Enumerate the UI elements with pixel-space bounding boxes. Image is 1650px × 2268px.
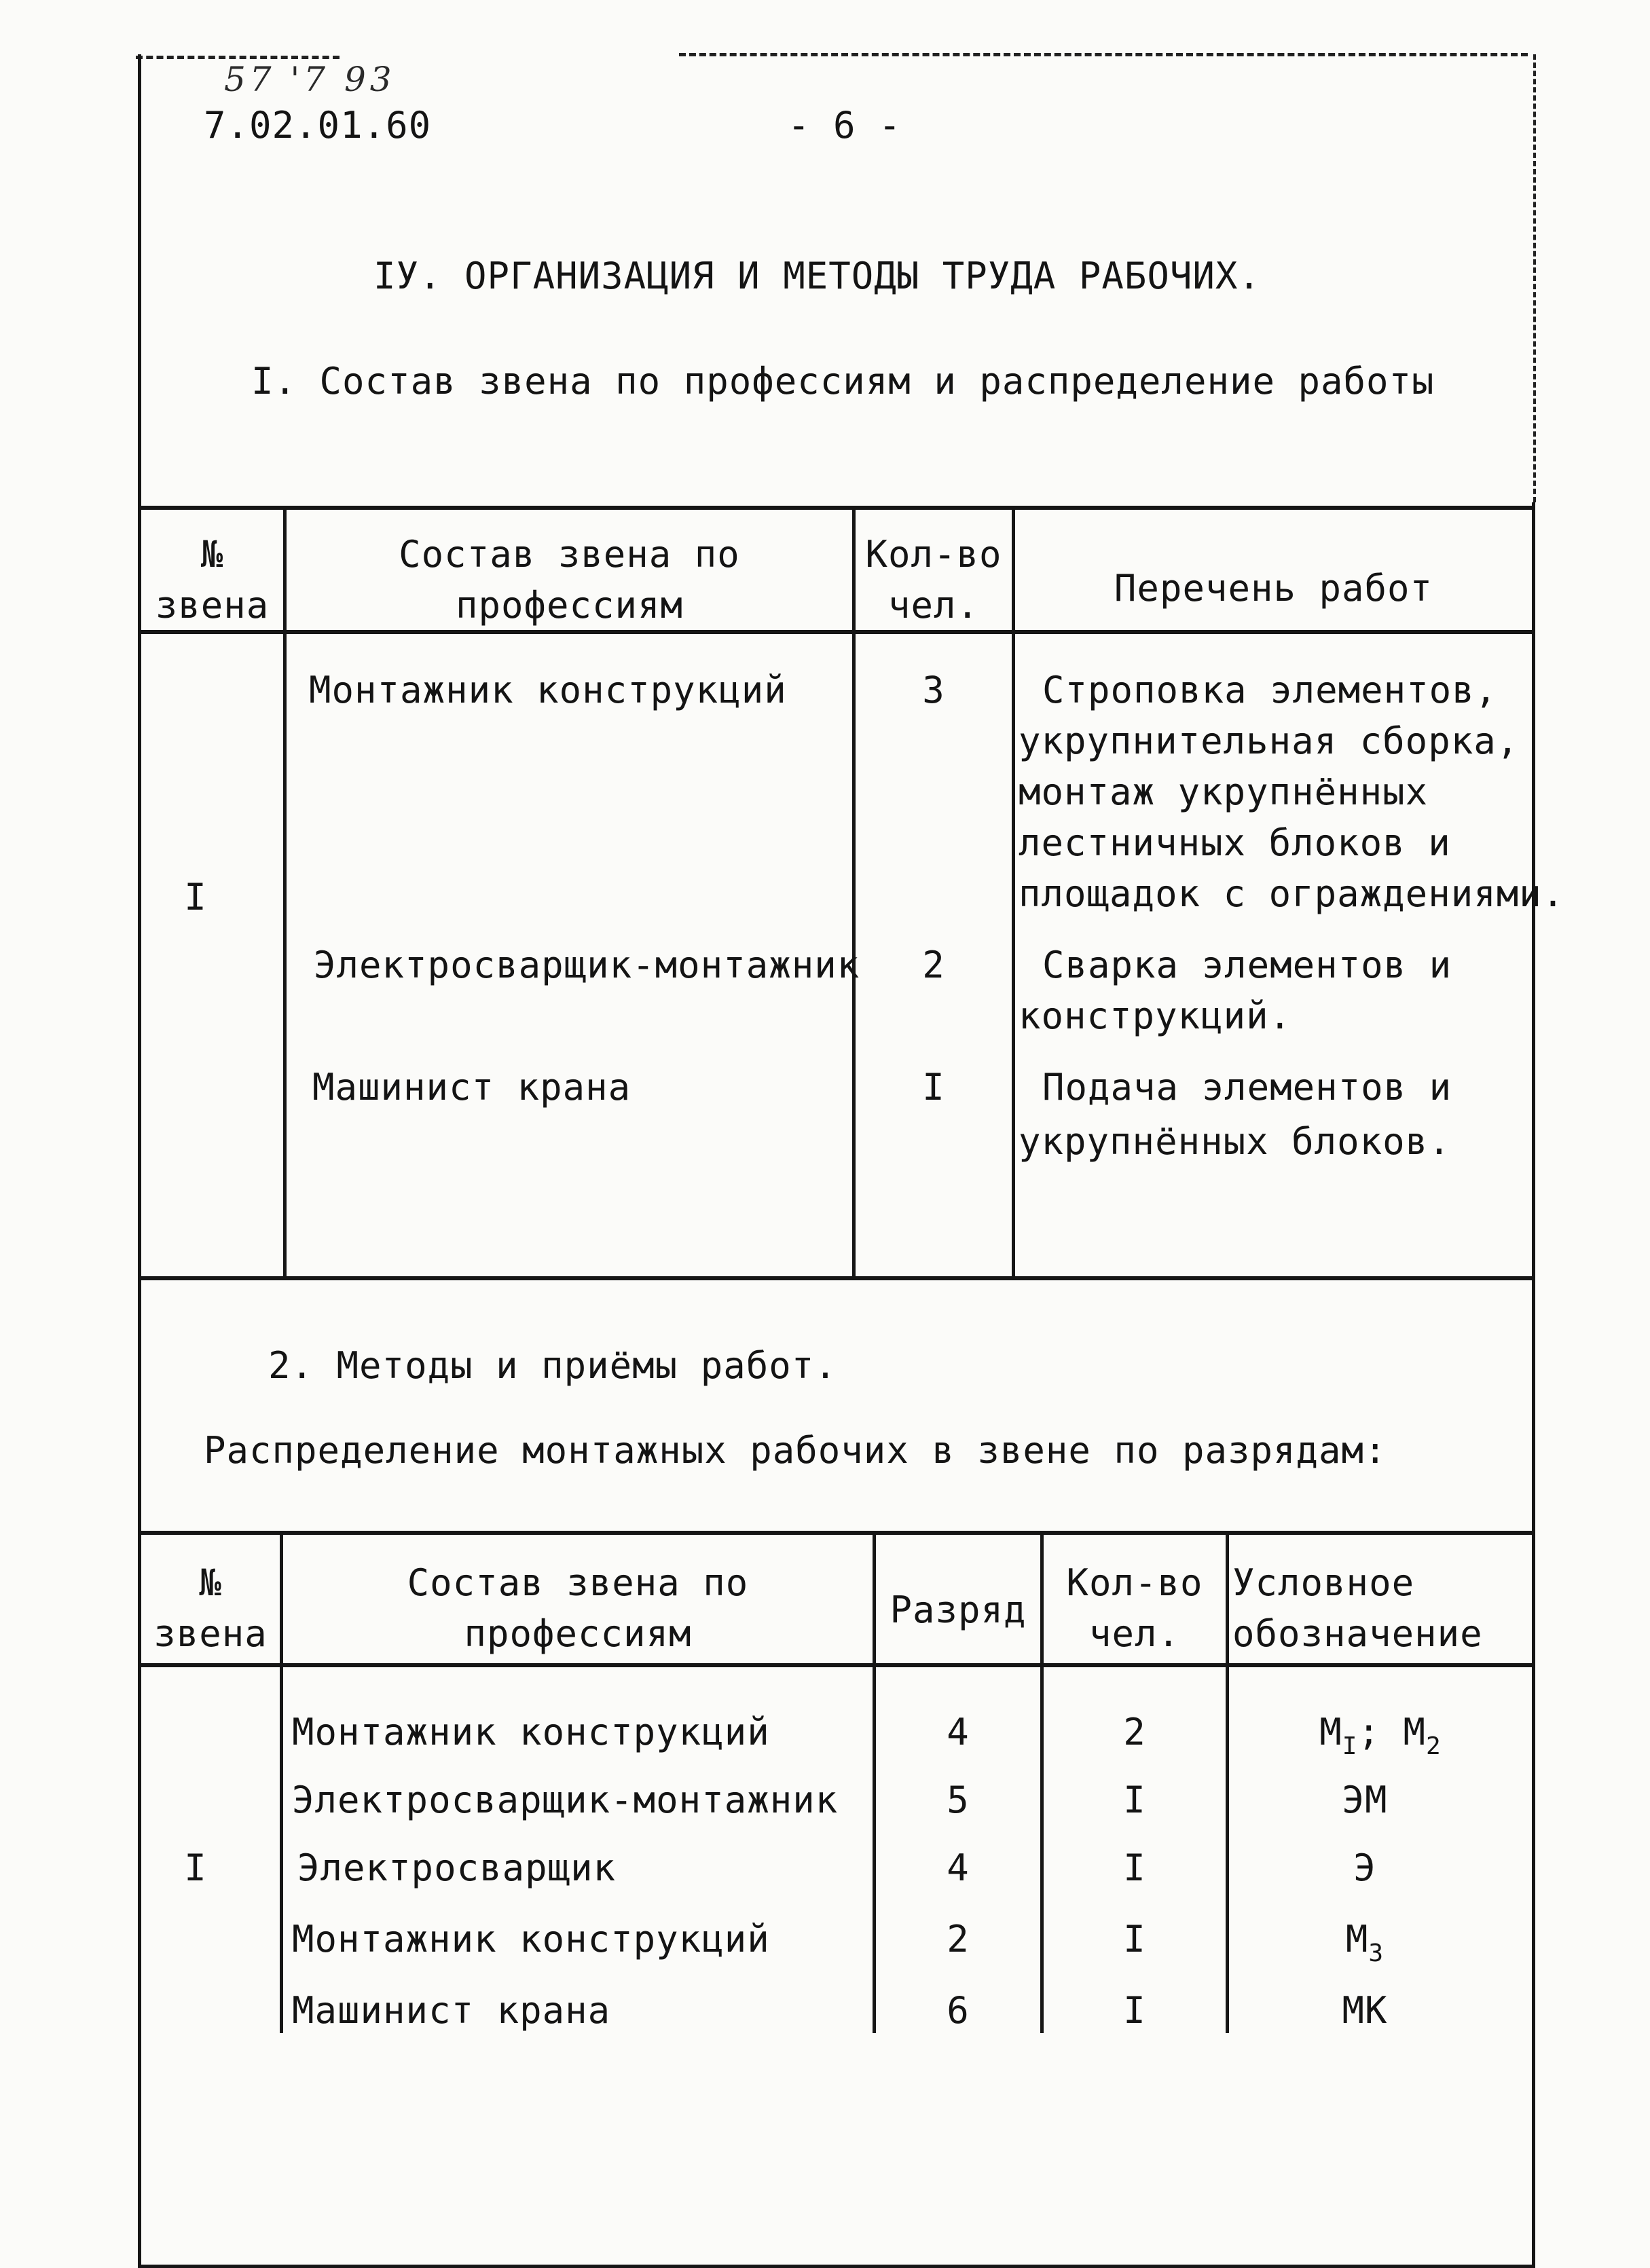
- t1-row-1-profession: Монтажник конструкций: [309, 669, 787, 711]
- t2-header-qty-1: Кол-во: [1066, 1561, 1203, 1604]
- distribution-caption: Распределение монтажных рабочих в звене по разрядам:: [204, 1429, 1387, 1472]
- subsection-1-title: I. Состав звена по профессиям и распределение работы: [251, 360, 1435, 403]
- t1-row-1-qty: 3: [922, 669, 945, 711]
- t2-header-qty-2: чел.: [1088, 1612, 1181, 1655]
- t2-row-4-profession: Монтажник конструкций: [292, 1918, 770, 1960]
- table-1-top-rule: [138, 506, 1535, 510]
- t2-team-number: I: [184, 1846, 207, 1889]
- t1-header-qty-1: Кол-во: [865, 533, 1002, 576]
- frame-right-border: [1532, 502, 1535, 2267]
- t2-row-2-profession: Электросварщик-монтажник: [292, 1779, 839, 1821]
- t2-row-1-qty: 2: [1123, 1711, 1146, 1753]
- t2-header-symbol-1: Условное: [1232, 1561, 1415, 1604]
- t2-header-grade: Разряд: [890, 1588, 1027, 1631]
- t1-header-num-symbol: №: [200, 533, 224, 576]
- table-1-bottom-rule: [138, 1276, 1535, 1280]
- t2-row-3-grade: 4: [947, 1846, 970, 1889]
- t1-header-qty-2: чел.: [887, 584, 980, 627]
- t1-row-1-work-line-3: монтаж укрупнённых: [1019, 770, 1429, 813]
- t2-header-composition-2: профессиям: [464, 1612, 692, 1655]
- t2-header-num-symbol: №: [199, 1561, 222, 1604]
- t2-row-5-grade: 6: [947, 1989, 970, 2032]
- table-1-col-divider-3: [1012, 506, 1015, 1280]
- table-2-header-rule: [138, 1663, 1535, 1667]
- t2-row-3-qty: I: [1123, 1846, 1146, 1889]
- page-number: - 6 -: [788, 104, 902, 147]
- t2-row-4-qty: I: [1123, 1918, 1146, 1960]
- subsection-2-title: 2. Методы и приёмы работ.: [268, 1344, 837, 1387]
- section-title: IУ. ОРГАНИЗАЦИЯ И МЕТОДЫ ТРУДА РАБОЧИХ.: [373, 255, 1261, 297]
- t1-row-3-work-line-1: Подача элементов и: [1042, 1066, 1452, 1109]
- t1-row-1-work-line-2: укрупнительная сборка,: [1019, 720, 1520, 762]
- t1-row-3-qty: I: [922, 1066, 945, 1109]
- t2-row-5-qty: I: [1123, 1989, 1146, 2032]
- t1-row-2-profession: Электросварщик-монтажник: [314, 944, 860, 986]
- frame-top-left-dash: [136, 56, 340, 59]
- frame-left-border: [138, 54, 141, 2267]
- t2-row-2-symbol: ЭМ: [1342, 1779, 1388, 1821]
- frame-bottom-border: [138, 2265, 1535, 2268]
- t1-row-1-work-line-1: Строповка элементов,: [1042, 669, 1498, 711]
- table-1-header-rule: [138, 630, 1535, 634]
- t2-row-5-profession: Машинист крана: [292, 1989, 611, 2032]
- t2-header-composition-1: Состав звена по: [407, 1561, 749, 1604]
- frame-right-dashed: [1533, 54, 1536, 502]
- t2-row-2-qty: I: [1123, 1779, 1146, 1821]
- t1-team-number: I: [184, 876, 207, 918]
- t2-row-1-profession: Монтажник конструкций: [292, 1711, 770, 1753]
- t2-row-1-grade: 4: [947, 1711, 970, 1753]
- t1-row-1-work-line-5: площадок с ограждениями.: [1019, 872, 1565, 915]
- table-2-top-rule: [138, 1531, 1535, 1535]
- t2-header-team: звена: [153, 1612, 268, 1655]
- frame-top-dash: [679, 53, 1528, 56]
- t2-row-4-grade: 2: [947, 1918, 970, 1960]
- handwritten-mark: 57 '7 93: [224, 60, 396, 99]
- t2-row-3-symbol: Э: [1353, 1846, 1376, 1889]
- table-2-col-divider-1: [280, 1531, 283, 2033]
- doc-code: 7.02.01.60: [204, 104, 432, 147]
- t1-row-1-work-line-4: лестничных блоков и: [1019, 821, 1451, 864]
- t2-row-4-symbol: $М_3$: [1345, 1918, 1385, 1967]
- t1-header-works: Перечень работ: [1114, 567, 1433, 610]
- t2-row-2-grade: 5: [947, 1779, 970, 1821]
- t1-header-composition-1: Состав звена по: [399, 533, 740, 576]
- t1-row-3-work-line-2: укрупнённых блоков.: [1019, 1120, 1451, 1163]
- t1-header-team: звена: [155, 584, 270, 627]
- t1-row-2-work-line-1: Сварка элементов и: [1042, 944, 1452, 986]
- t2-row-1-symbol: $М_I$; $М_2$: [1319, 1711, 1442, 1760]
- t2-header-symbol-2: обозначение: [1232, 1612, 1483, 1655]
- t1-row-3-profession: Машинист крана: [312, 1066, 631, 1109]
- t1-header-composition-2: профессиям: [455, 584, 684, 627]
- t2-row-3-profession: Электросварщик: [297, 1846, 617, 1889]
- t1-row-2-qty: 2: [922, 944, 945, 986]
- t1-row-2-work-line-2: конструкций.: [1019, 994, 1292, 1037]
- t2-row-5-symbol: МК: [1342, 1989, 1388, 2032]
